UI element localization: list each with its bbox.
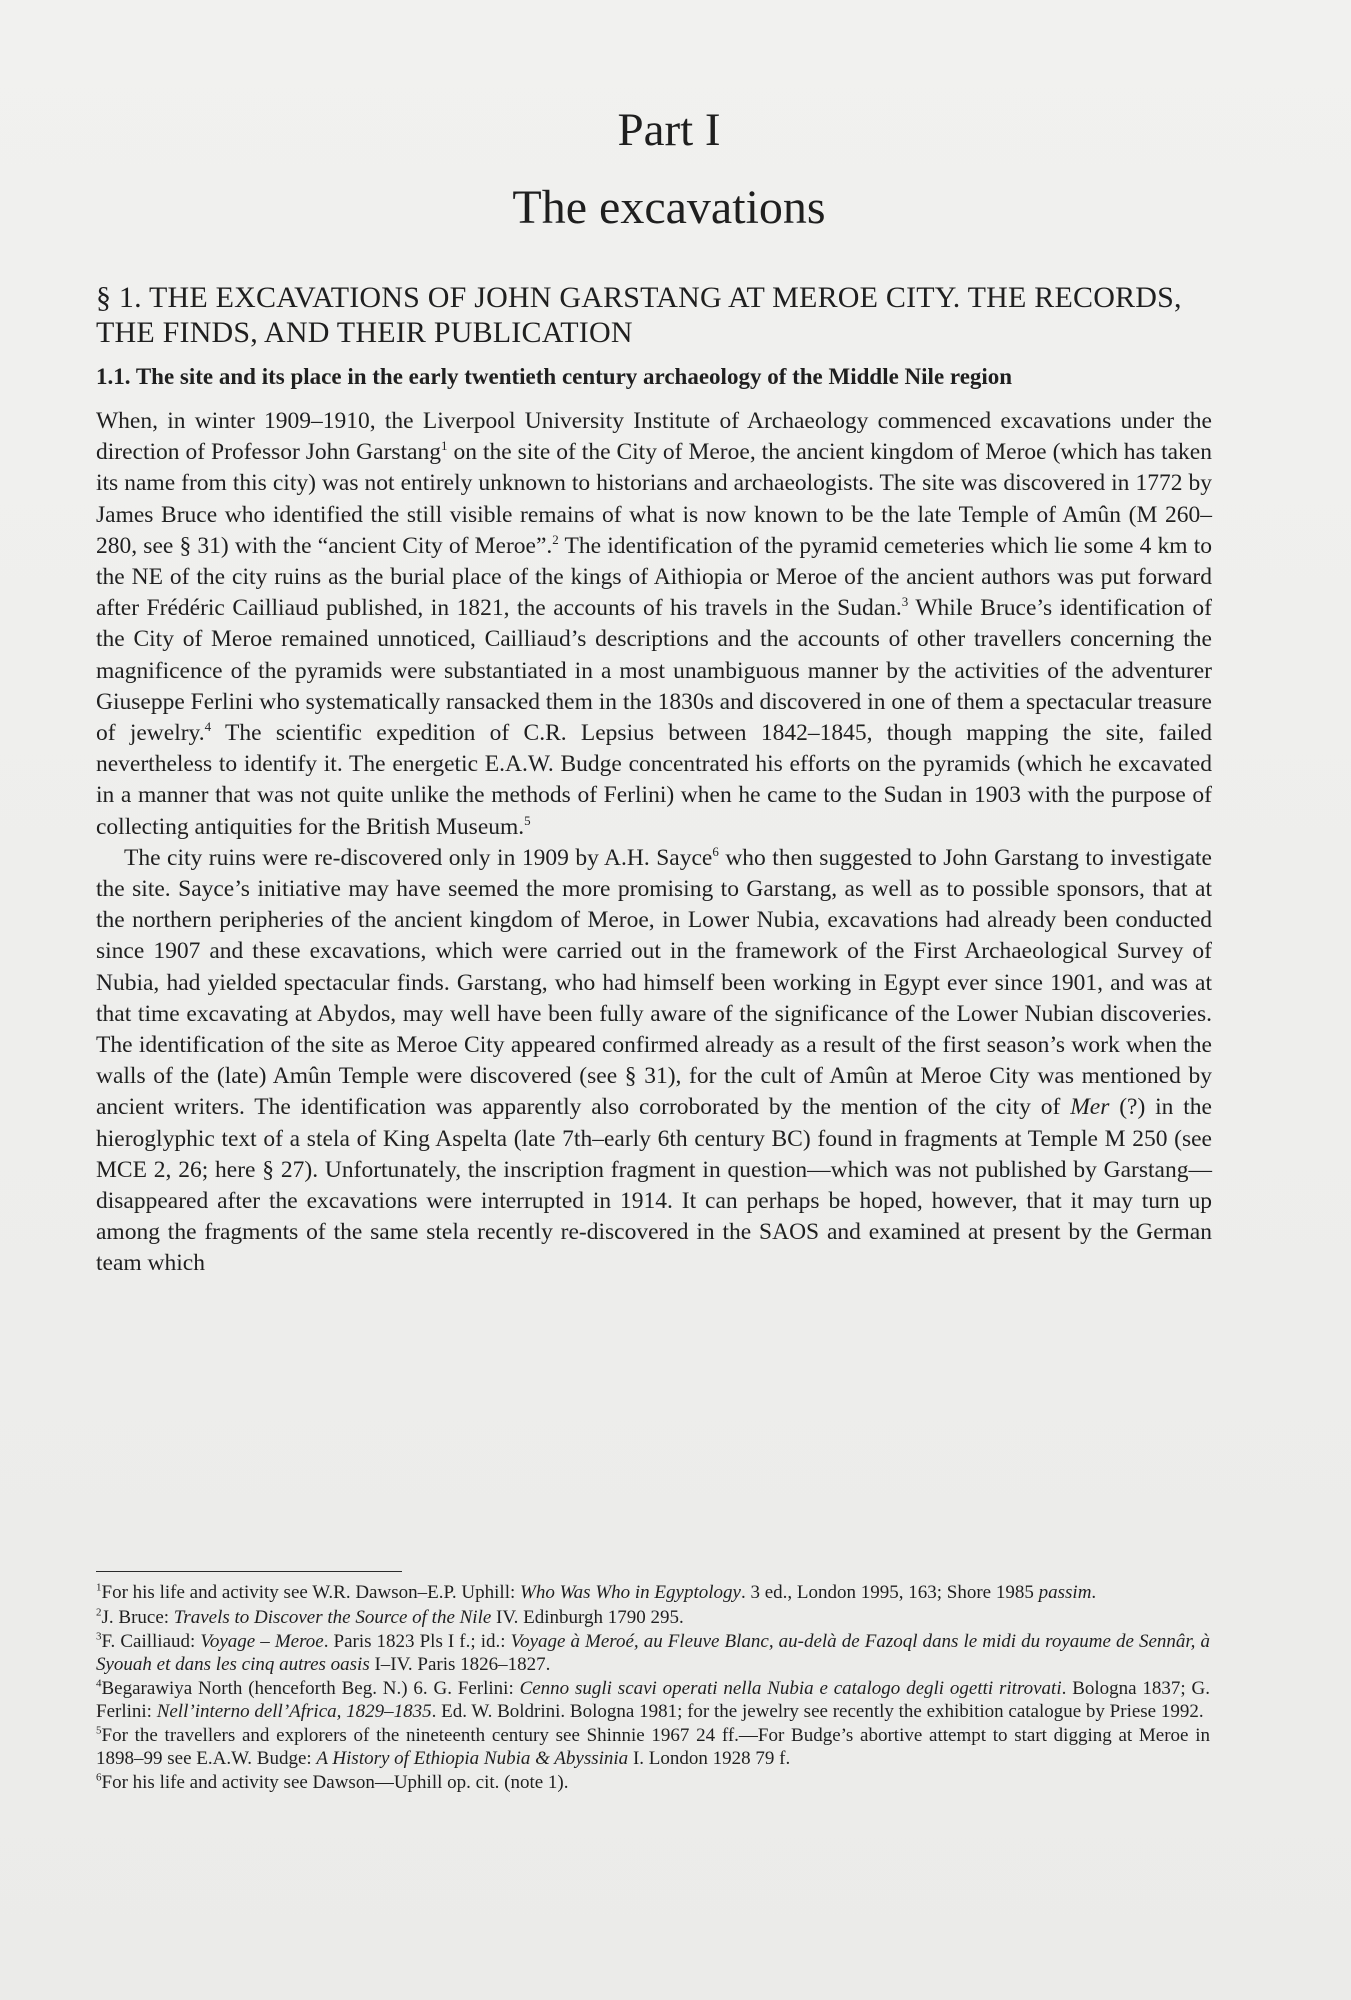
footnote-1: $^1$For his life and activity see W.R. Dawson–E.P. Uphill: Who Was Who in Egyptology. 3 ed., London 1995, 163; Shore 1985 passim.	[96, 1581, 1097, 1603]
footnote-5: $^5$For the travellers and explorers of the nineteenth century see Shinnie 1967 24 ff.—For Budge’s abortive attempt to start digging at Meroe in 1898–99 see E.A.W. Budge: A History of Ethiopia Nubia & Abyssinia I. London 1928 79 f.	[96, 1724, 1210, 1769]
section-title: § 1. THE EXCAVATIONS OF JOHN GARSTANG AT MEROE CITY. THE RECORDS, THE FINDS, AND THEIR PUBLICATION	[96, 281, 1182, 349]
body-paragraph-2: The city ruins were re-discovered only in 1909 by A.H. Sayce$^6$ who then suggested to John Garstang to investigate the site. Sayce’s initiative may have seemed the more promising to Garstang, as well as to possible sponsors, that at the northern peripheries of the ancient kingdom of Meroe, in Lower Nubia, excavations had already been conducted since 1907 and these excavations, which were carried out in the framework of the First Archaeological Survey of Nubia, had yielded spectacular finds. Garstang, who had himself been working in Egypt ever since 1901, and was at that time excavating at Abydos, may well have been fully aware of the significance of the Lower Nubian discoveries. The identification of the site as Meroe City appeared confirmed already as a result of the first season’s work when the walls of the (late) Amûn Temple were discovered (see § 31), for the cult of Amûn at Meroe City was mentioned by ancient writers. The identification was apparently also corroborated by the mention of the city of Mer (?) in the hieroglyphic text of a stela of King Aspelta (late 7th–early 6th century BC) found in fragments at Temple M 250 (see MCE 2, 26; here § 27). Unfortunately, the inscription fragment in question—which was not published by Garstang—disappeared after the excavations were interrupted in 1914. It can perhaps be hoped, however, that it may turn up among the fragments of the same stela recently re-discovered in the SAOS and examined at present by the German team which	[96, 844, 1212, 1277]
footnote-4: $^4$Begarawiya North (henceforth Beg. N.) 6. G. Ferlini: Cenno sugli scavi operati nella Nubia e catalogo degli ogetti ritrovati. Bologna 1837; G. Ferlini: Nell’interno dell’Africa, 1829–1835. Ed. W. Boldrini. Bologna 1981; for the jewelry see recently the exhibition catalogue by Priese 1992.	[96, 1677, 1210, 1722]
footnote-2: $^2$J. Bruce: Travels to Discover the Source of the Nile IV. Edinburgh 1790 295.	[96, 1606, 684, 1628]
footnote-6: $^6$For his life and activity see Dawson—Uphill op. cit. (note 1).	[96, 1771, 569, 1793]
footnote-ref-1: 1	[441, 438, 448, 454]
footnote-ref-2: 2	[552, 531, 559, 547]
footnote-divider	[96, 1571, 402, 1572]
footnote-ref-5: 5	[524, 812, 531, 828]
subsection-title: 1.1. The site and its place in the early twentieth century archaeology of the Middle Nile region	[96, 364, 1013, 389]
body-paragraph-1: When, in winter 1909–1910, the Liverpool University Institute of Archaeology commenced excavations under the direction of Professor John Garstang$^1$ on the site of the City of Meroe, the ancient kingdom of Meroe (which has taken its name from this city) was not entirely unknown to historians and archaeologists. The site was discovered in 1772 by James Bruce who identified the still visible remains of what is now known to be the late Temple of Amûn (M 260–280, see § 31) with the “ancient City of Meroe”.$^2$ The identification of the pyramid cemeteries which lie some 4 km to the NE of the city ruins as the burial place of the kings of Aithiopia or Meroe of the ancient authors was put forward after Frédéric Cailliaud published, in 1821, the accounts of his travels in the Sudan.$^3$ While Bruce’s identification of the City of Meroe remained unnoticed, Cailliaud’s descriptions and the accounts of other travellers concerning the magnificence of the pyramids were substantiated in a most unambiguous manner by the activities of the adventurer Giuseppe Ferlini who systematically ransacked them in the 1830s and discovered in one of them a spectacular treasure of jewelry.$^4$ The scientific expedition of C.R. Lepsius between 1842–1845, though mapping the site, failed nevertheless to identify it. The energetic E.A.W. Budge concentrated his efforts on the pyramids (which he excavated in a manner that was not quite unlike the methods of Ferlini) when he came to the Sudan in 1903 with the purpose of collecting antiquities for the British Museum.$^5$	[96, 408, 1213, 840]
part-title: Part I	[617, 104, 721, 156]
footnote-3: $^3$F. Cailliaud: Voyage – Meroe. Paris 1823 Pls I f.; id.: Voyage à Meroé, au Fleuve Blanc, au-delà de Fazoql dans le midi du royaume de Sennâr, à Syouah et dans les cinq autres oasis I–IV. Paris 1826–1827.	[96, 1630, 1210, 1675]
main-text-block	[96, 100, 1212, 1280]
footnote-ref-6: 6	[712, 844, 719, 860]
part-subtitle: The excavations	[512, 181, 826, 234]
footnote-ref-3: 3	[901, 594, 909, 610]
footnote-ref-4: 4	[204, 719, 212, 735]
footnotes	[96, 1582, 1210, 1797]
